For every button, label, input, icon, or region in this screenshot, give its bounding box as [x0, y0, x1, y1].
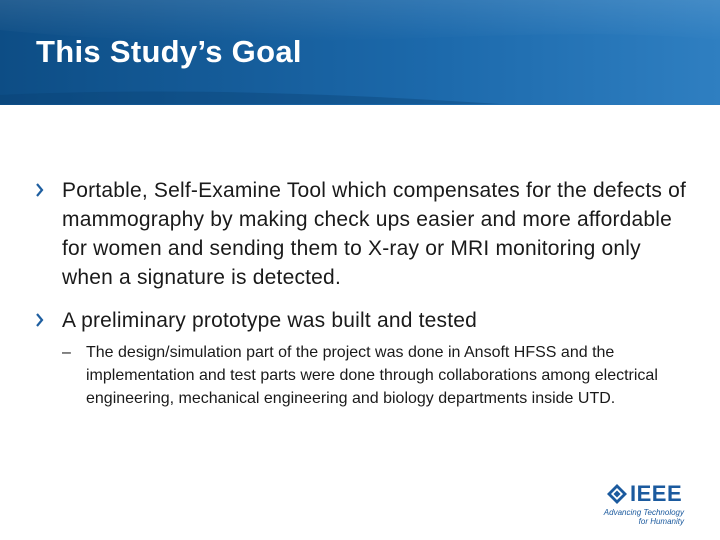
sub-bullet-dash: – [62, 344, 71, 361]
logo-tagline: for Humanity [638, 517, 684, 526]
bullet-text: Portable, Self-Examine Tool which compensates for the defects of mammography by making check ups easier and more affordable for women and sending them to X-ray or MRI monitoring only when a signature is detected. [62, 179, 687, 289]
bullet-item [36, 306, 696, 335]
page-title: This Study’s Goal [36, 34, 302, 69]
sub-bullet-item [62, 341, 686, 410]
bullet-chevron-icon [36, 313, 44, 327]
slide-content [36, 176, 696, 410]
ieee-logo [603, 481, 698, 528]
ieee-diamond-icon [606, 483, 628, 505]
logo-tagline: Advancing Technology [603, 508, 684, 517]
sub-bullet-text: The design/simulation part of the project was done in Ansoft HFSS and the implementation and test parts were done through collaborations among electrical engineering, mechanical engineering and biology departments inside UTD. [86, 344, 658, 407]
bullet-text: A preliminary prototype was built and tested [62, 309, 478, 332]
logo-wordmark: IEEE [630, 481, 683, 506]
bullet-item [36, 176, 696, 292]
title-banner [0, 0, 720, 105]
bullet-chevron-icon [36, 183, 44, 197]
